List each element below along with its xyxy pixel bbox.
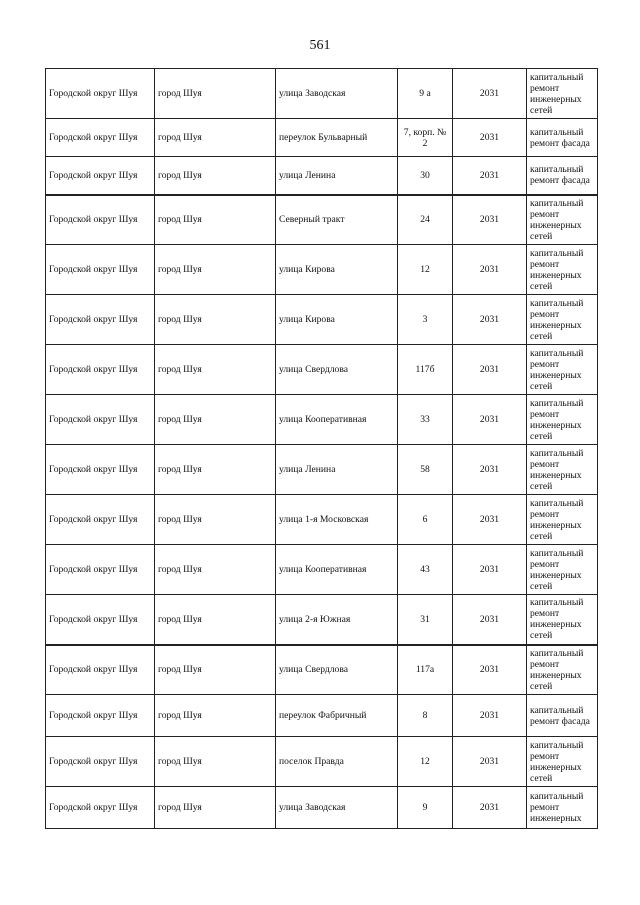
city-cell: город Шуя [155, 595, 276, 645]
year-cell: 2031 [453, 157, 527, 195]
work-type-cell: капитальный ремонт инженерных сетей [527, 245, 598, 295]
house-number-cell: 12 [398, 737, 453, 787]
table-row [46, 787, 598, 829]
table-row [46, 645, 598, 695]
municipality-cell: Городской округ Шуя [46, 645, 155, 695]
table-row [46, 495, 598, 545]
year-cell: 2031 [453, 295, 527, 345]
street-cell: улица Ленина [276, 445, 398, 495]
municipality-cell: Городской округ Шуя [46, 787, 155, 829]
city-cell: город Шуя [155, 69, 276, 119]
municipality-cell: Городской округ Шуя [46, 119, 155, 157]
house-number-cell: 33 [398, 395, 453, 445]
street-cell: улица 2-я Южная [276, 595, 398, 645]
city-cell: город Шуя [155, 445, 276, 495]
street-cell: поселок Правда [276, 737, 398, 787]
street-cell: улица Кооперативная [276, 545, 398, 595]
city-cell: город Шуя [155, 157, 276, 195]
work-type-cell: капитальный ремонт инженерных [527, 787, 598, 829]
city-cell: город Шуя [155, 737, 276, 787]
house-number-cell: 43 [398, 545, 453, 595]
year-cell: 2031 [453, 645, 527, 695]
city-cell: город Шуя [155, 345, 276, 395]
work-type-cell: капитальный ремонт инженерных сетей [527, 445, 598, 495]
municipality-cell: Городской округ Шуя [46, 157, 155, 195]
work-type-cell: капитальный ремонт инженерных сетей [527, 545, 598, 595]
table-row [46, 119, 598, 157]
year-cell: 2031 [453, 595, 527, 645]
house-number-cell: 9 [398, 787, 453, 829]
repair-table [45, 68, 598, 829]
street-cell: улица Свердлова [276, 345, 398, 395]
municipality-cell: Городской округ Шуя [46, 395, 155, 445]
street-cell: улица Кооперативная [276, 395, 398, 445]
work-type-cell: капитальный ремонт инженерных сетей [527, 495, 598, 545]
work-type-cell: капитальный ремонт инженерных сетей [527, 295, 598, 345]
municipality-cell: Городской округ Шуя [46, 345, 155, 395]
house-number-cell: 30 [398, 157, 453, 195]
municipality-cell: Городской округ Шуя [46, 195, 155, 245]
table-row [46, 345, 598, 395]
year-cell: 2031 [453, 787, 527, 829]
table-row [46, 195, 598, 245]
table-row [46, 69, 598, 119]
city-cell: город Шуя [155, 195, 276, 245]
street-cell: улица Заводская [276, 69, 398, 119]
city-cell: город Шуя [155, 645, 276, 695]
work-type-cell: капитальный ремонт инженерных сетей [527, 595, 598, 645]
municipality-cell: Городской округ Шуя [46, 545, 155, 595]
house-number-cell: 8 [398, 695, 453, 737]
municipality-cell: Городской округ Шуя [46, 695, 155, 737]
year-cell: 2031 [453, 695, 527, 737]
year-cell: 2031 [453, 69, 527, 119]
city-cell: город Шуя [155, 245, 276, 295]
house-number-cell: 12 [398, 245, 453, 295]
city-cell: город Шуя [155, 787, 276, 829]
house-number-cell: 31 [398, 595, 453, 645]
year-cell: 2031 [453, 495, 527, 545]
municipality-cell: Городской округ Шуя [46, 245, 155, 295]
house-number-cell: 58 [398, 445, 453, 495]
street-cell: улица Заводская [276, 787, 398, 829]
street-cell: улица Кирова [276, 245, 398, 295]
city-cell: город Шуя [155, 495, 276, 545]
street-cell: Северный тракт [276, 195, 398, 245]
municipality-cell: Городской округ Шуя [46, 445, 155, 495]
table-row [46, 395, 598, 445]
year-cell: 2031 [453, 737, 527, 787]
work-type-cell: капитальный ремонт инженерных сетей [527, 69, 598, 119]
year-cell: 2031 [453, 119, 527, 157]
municipality-cell: Городской округ Шуя [46, 495, 155, 545]
house-number-cell: 117а [398, 645, 453, 695]
street-cell: улица Ленина [276, 157, 398, 195]
table-row [46, 295, 598, 345]
house-number-cell: 3 [398, 295, 453, 345]
city-cell: город Шуя [155, 545, 276, 595]
house-number-cell: 7, корп. № 2 [398, 119, 453, 157]
year-cell: 2031 [453, 245, 527, 295]
work-type-cell: капитальный ремонт инженерных сетей [527, 645, 598, 695]
year-cell: 2031 [453, 395, 527, 445]
work-type-cell: капитальный ремонт фасада [527, 695, 598, 737]
municipality-cell: Городской округ Шуя [46, 295, 155, 345]
table-row [46, 245, 598, 295]
municipality-cell: Городской округ Шуя [46, 595, 155, 645]
house-number-cell: 24 [398, 195, 453, 245]
city-cell: город Шуя [155, 119, 276, 157]
work-type-cell: капитальный ремонт инженерных сетей [527, 195, 598, 245]
table-row [46, 695, 598, 737]
work-type-cell: капитальный ремонт фасада [527, 157, 598, 195]
year-cell: 2031 [453, 545, 527, 595]
table-row [46, 445, 598, 495]
street-cell: переулок Фабричный [276, 695, 398, 737]
page-number: 561 [309, 38, 331, 53]
municipality-cell: Городской округ Шуя [46, 69, 155, 119]
street-cell: улица Кирова [276, 295, 398, 345]
work-type-cell: капитальный ремонт инженерных сетей [527, 345, 598, 395]
city-cell: город Шуя [155, 295, 276, 345]
year-cell: 2031 [453, 195, 527, 245]
street-cell: переулок Бульварный [276, 119, 398, 157]
table-row [46, 545, 598, 595]
house-number-cell: 117б [398, 345, 453, 395]
municipality-cell: Городской округ Шуя [46, 737, 155, 787]
street-cell: улица Свердлова [276, 645, 398, 695]
year-cell: 2031 [453, 345, 527, 395]
house-number-cell: 6 [398, 495, 453, 545]
table-row [46, 157, 598, 195]
table-row [46, 595, 598, 645]
work-type-cell: капитальный ремонт инженерных сетей [527, 737, 598, 787]
year-cell: 2031 [453, 445, 527, 495]
work-type-cell: капитальный ремонт фасада [527, 119, 598, 157]
city-cell: город Шуя [155, 695, 276, 737]
street-cell: улица 1-я Московская [276, 495, 398, 545]
city-cell: город Шуя [155, 395, 276, 445]
table-row [46, 737, 598, 787]
house-number-cell: 9 а [398, 69, 453, 119]
work-type-cell: капитальный ремонт инженерных сетей [527, 395, 598, 445]
